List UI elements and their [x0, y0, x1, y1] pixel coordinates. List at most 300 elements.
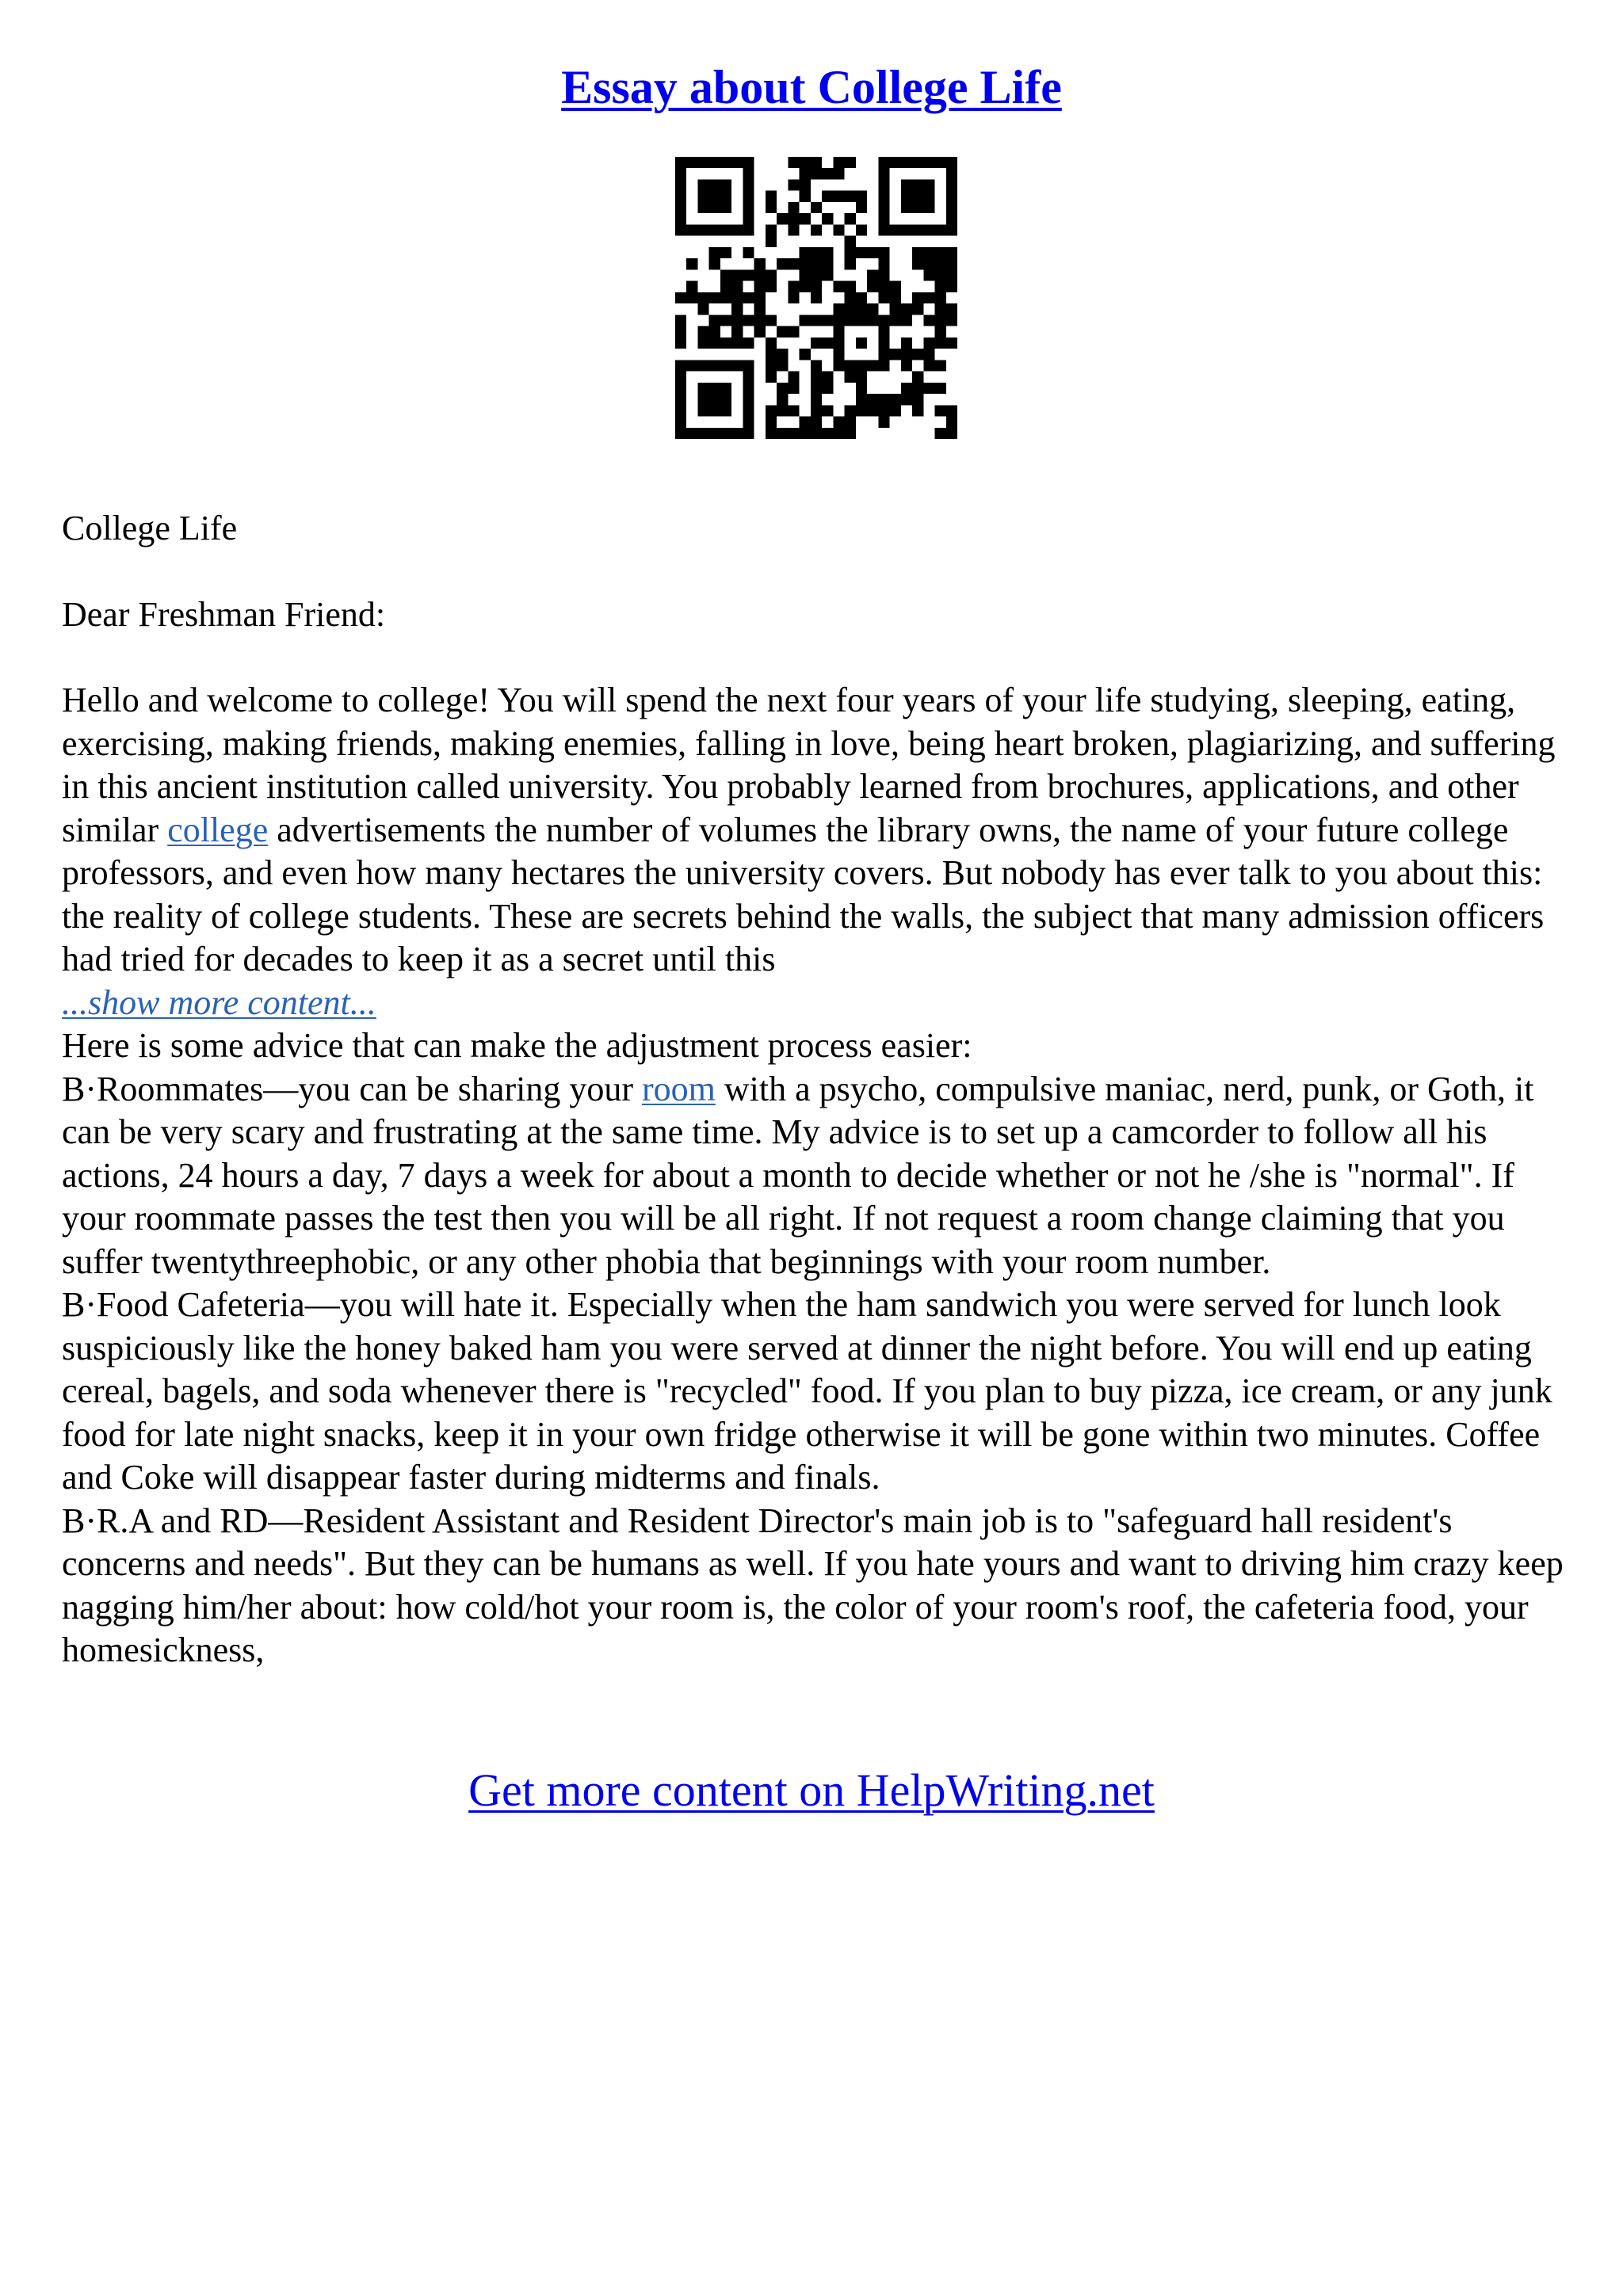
qr-module: [675, 168, 686, 179]
qr-module: [811, 224, 822, 235]
qr-module: [923, 258, 934, 269]
qr-module: [709, 338, 720, 349]
qr-module: [946, 428, 957, 439]
qr-module: [731, 157, 743, 168]
qr-module: [946, 315, 957, 326]
qr-module: [720, 224, 731, 235]
qr-module: [811, 315, 822, 326]
qr-module: [720, 383, 731, 394]
qr-module: [856, 338, 867, 349]
qr-module: [800, 269, 811, 280]
qr-module: [867, 281, 878, 292]
qr-module: [697, 360, 708, 371]
qr-module: [946, 157, 957, 168]
qr-module: [697, 303, 708, 315]
qr-module: [912, 224, 923, 235]
qr-module: [788, 292, 799, 303]
qr-module: [811, 157, 822, 168]
qr-module: [709, 292, 720, 303]
show-more-line: [62, 982, 1568, 1025]
qr-module: [923, 292, 934, 303]
qr-module: [811, 258, 822, 269]
qr-module: [822, 315, 833, 326]
qr-module: [777, 213, 788, 224]
qr-module: [946, 281, 957, 292]
qr-module: [811, 281, 822, 292]
qr-module: [743, 269, 754, 280]
qr-module: [935, 247, 946, 258]
qr-module: [766, 349, 777, 360]
qr-module: [856, 394, 867, 405]
qr-module: [867, 360, 878, 371]
qr-module: [867, 247, 878, 258]
qr-module: [675, 179, 686, 190]
qr-module: [912, 349, 923, 360]
qr-module: [878, 269, 889, 280]
qr-module: [935, 405, 946, 416]
qr-module: [788, 258, 799, 269]
qr-module: [697, 157, 708, 168]
qr-module: [811, 247, 822, 258]
qr-module: [912, 303, 923, 315]
qr-module: [923, 202, 934, 213]
qr-module: [845, 428, 856, 439]
qr-module: [878, 338, 889, 349]
qr-module: [777, 394, 788, 405]
qr-module: [731, 303, 743, 315]
qr-module: [912, 292, 923, 303]
qr-module: [743, 157, 754, 168]
qr-module: [743, 383, 754, 394]
qr-module: [878, 179, 889, 190]
intro-text-part1: Hello and welcome to college! You will spend the next four years of your life studying, sleeping, eating, exercising, making friends, making enemies, falling in love, being heart broken, plagiarizing, and suffering in this ancient institution called university. You probably learned from brochures, applications, and other similar: [62, 681, 1556, 849]
qr-module: [777, 258, 788, 269]
qr-module: [912, 258, 923, 269]
qr-module: [697, 338, 708, 349]
qr-module: [675, 417, 686, 428]
qr-module: [822, 168, 833, 179]
qr-module: [675, 224, 686, 235]
qr-module: [935, 428, 946, 439]
qr-module: [878, 417, 889, 428]
salutation: Dear Freshman Friend:: [62, 594, 386, 634]
qr-module: [731, 269, 743, 280]
qr-module: [878, 191, 889, 202]
qr-module: [935, 157, 946, 168]
qr-module: [856, 202, 867, 213]
qr-module: [731, 224, 743, 235]
qr-module: [946, 338, 957, 349]
qr-module: [766, 360, 777, 371]
qr-code-icon: [675, 157, 957, 439]
qr-module: [923, 191, 934, 202]
qr-module: [822, 383, 833, 394]
qr-module: [743, 394, 754, 405]
college-link[interactable]: college: [167, 810, 269, 849]
intro-paragraph: [62, 679, 1568, 982]
qr-module: [845, 191, 856, 202]
qr-module: [675, 292, 686, 303]
qr-module: [822, 269, 833, 280]
qr-module: [766, 315, 777, 326]
qr-module: [766, 236, 777, 247]
intro-text-part2: advertisements the number of volumes the library owns, the name of your future college professors, and even how many hectares the university covers. But nobody has ever talk to you about this: the reality of college students. These are secrets behind the walls, the subject that many admission officers had tried for decades to keep it as a secret until this: [62, 810, 1545, 978]
qr-module: [800, 179, 811, 190]
qr-module: [912, 157, 923, 168]
qr-module: [878, 349, 889, 360]
qr-module: [697, 394, 708, 405]
qr-module: [754, 315, 766, 326]
qr-module: [923, 360, 934, 371]
qr-module: [912, 372, 923, 383]
qr-module: [878, 292, 889, 303]
qr-module: [856, 405, 867, 416]
qr-module: [811, 405, 822, 416]
qr-module: [833, 360, 844, 371]
title-link[interactable]: Essay about College Life: [561, 61, 1062, 113]
qr-module: [743, 224, 754, 235]
qr-module: [709, 428, 720, 439]
qr-module: [697, 326, 708, 338]
qr-module: [811, 292, 822, 303]
qr-module: [754, 281, 766, 292]
qr-module: [686, 224, 697, 235]
qr-module: [720, 157, 731, 168]
qr-module: [845, 213, 856, 224]
qr-module: [822, 213, 833, 224]
qr-module: [901, 394, 912, 405]
qr-module: [720, 179, 731, 190]
qr-module: [743, 372, 754, 383]
qr-module: [800, 168, 811, 179]
qr-module: [878, 315, 889, 326]
qr-module: [777, 428, 788, 439]
qr-module: [743, 405, 754, 416]
qr-module: [912, 179, 923, 190]
qr-module: [788, 326, 799, 338]
qr-module: [709, 202, 720, 213]
qr-module: [878, 202, 889, 213]
qr-module: [811, 428, 822, 439]
qr-module: [686, 428, 697, 439]
qr-module: [890, 292, 901, 303]
qr-module: [686, 360, 697, 371]
qr-module: [935, 258, 946, 269]
qr-module: [788, 372, 799, 383]
qr-module: [800, 428, 811, 439]
qr-module: [720, 269, 731, 280]
qr-module: [743, 360, 754, 371]
qr-module: [878, 247, 889, 258]
qr-module: [686, 281, 697, 292]
advice-intro: Here is some advice that can make the adjustment process easier:: [62, 1026, 972, 1065]
qr-module: [923, 338, 934, 349]
qr-module: [856, 360, 867, 371]
qr-module: [754, 269, 766, 280]
qr-module: [697, 202, 708, 213]
qr-module: [811, 372, 822, 383]
qr-module: [912, 383, 923, 394]
qr-module: [946, 417, 957, 428]
qr-module: [811, 269, 822, 280]
qr-module: [867, 394, 878, 405]
qr-module: [935, 383, 946, 394]
qr-module: [697, 179, 708, 190]
qr-module: [675, 372, 686, 383]
qr-module: [923, 269, 934, 280]
qr-module: [935, 315, 946, 326]
ra-rd-paragraph: B·R.A and RD—Resident Assistant and Resident Director's main job is to "safeguard hall resident's concerns and needs". But they can be humans as well. If you hate yours and want to driving him crazy keep nagging him/her about: how cold/hot your room is, the color of your room's roof, the cafeteria food, your homesickness,: [62, 1501, 1564, 1669]
qr-module: [720, 360, 731, 371]
qr-module: [675, 405, 686, 416]
qr-module: [845, 360, 856, 371]
qr-module: [709, 315, 720, 326]
qr-module: [890, 394, 901, 405]
qr-module: [720, 281, 731, 292]
qr-module: [833, 417, 844, 428]
qr-module: [720, 191, 731, 202]
document-title: [0, 55, 1623, 119]
qr-module: [675, 315, 686, 326]
qr-module: [946, 303, 957, 315]
qr-module: [856, 191, 867, 202]
qr-module: [675, 326, 686, 338]
qr-module: [811, 383, 822, 394]
qr-module: [822, 258, 833, 269]
qr-module: [731, 428, 743, 439]
qr-module: [675, 202, 686, 213]
qr-module: [788, 224, 799, 235]
qr-module: [811, 168, 822, 179]
qr-module: [845, 303, 856, 315]
qr-module: [833, 224, 844, 235]
qr-module: [811, 394, 822, 405]
qr-module: [878, 168, 889, 179]
qr-module: [709, 157, 720, 168]
roommates-paragraph: [62, 1068, 1568, 1284]
qr-module: [833, 191, 844, 202]
qr-module: [867, 269, 878, 280]
qr-module: [935, 326, 946, 338]
qr-module: [675, 338, 686, 349]
qr-module: [923, 157, 934, 168]
qr-module: [901, 202, 912, 213]
qr-module: [845, 315, 856, 326]
qr-module: [788, 405, 799, 416]
qr-module: [720, 428, 731, 439]
qr-module: [856, 303, 867, 315]
qr-module: [675, 394, 686, 405]
qr-module: [675, 191, 686, 202]
qr-module: [946, 269, 957, 280]
qr-module: [788, 213, 799, 224]
qr-module: [845, 247, 856, 258]
qr-module: [878, 224, 889, 235]
qr-module: [766, 202, 777, 213]
qr-module: [777, 383, 788, 394]
qr-module: [935, 281, 946, 292]
qr-module: [720, 405, 731, 416]
qr-module: [923, 383, 934, 394]
qr-module: [686, 157, 697, 168]
qr-module: [709, 405, 720, 416]
qr-module: [800, 157, 811, 168]
qr-module: [935, 224, 946, 235]
qr-module: [935, 338, 946, 349]
show-more-link[interactable]: ...show more content...: [62, 982, 376, 1022]
qr-module: [697, 405, 708, 416]
qr-module: [709, 394, 720, 405]
qr-module: [856, 247, 867, 258]
qr-module: [833, 168, 844, 179]
qr-module: [788, 281, 799, 292]
qr-module: [890, 405, 901, 416]
qr-module: [946, 258, 957, 269]
qr-module: [845, 417, 856, 428]
qr-module: [788, 179, 799, 190]
qr-module: [743, 202, 754, 213]
qr-module: [675, 213, 686, 224]
qr-module: [912, 191, 923, 202]
qr-module: [833, 349, 844, 360]
qr-module: [833, 157, 844, 168]
qr-module: [766, 428, 777, 439]
qr-module: [845, 281, 856, 292]
qr-module: [800, 258, 811, 269]
essay-heading: College Life: [62, 509, 238, 547]
qr-module: [833, 428, 844, 439]
qr-module: [833, 281, 844, 292]
qr-module: [833, 338, 844, 349]
qr-module: [946, 202, 957, 213]
qr-module: [856, 372, 867, 383]
qr-module: [743, 213, 754, 224]
qr-module: [912, 247, 923, 258]
qr-module: [923, 179, 934, 190]
qr-module: [923, 315, 934, 326]
qr-module: [777, 360, 788, 371]
essay-body: [62, 507, 1568, 1672]
qr-module: [743, 417, 754, 428]
qr-module: [856, 292, 867, 303]
qr-module: [788, 383, 799, 394]
qr-module: [743, 247, 754, 258]
qr-module: [901, 303, 912, 315]
qr-module: [946, 191, 957, 202]
qr-module: [743, 315, 754, 326]
qr-module: [946, 213, 957, 224]
qr-module: [878, 281, 889, 292]
qr-module: [800, 417, 811, 428]
qr-module: [901, 315, 912, 326]
qr-module: [754, 258, 766, 269]
qr-module: [800, 315, 811, 326]
qr-module: [766, 405, 777, 416]
qr-module: [867, 315, 878, 326]
qr-module: [811, 417, 822, 428]
qr-module: [901, 224, 912, 235]
qr-module: [800, 213, 811, 224]
qr-module: [743, 428, 754, 439]
qr-module: [709, 258, 720, 269]
qr-module: [731, 326, 743, 338]
qr-module: [946, 224, 957, 235]
qr-module: [856, 315, 867, 326]
qr-module: [743, 168, 754, 179]
qr-module: [935, 360, 946, 371]
qr-module: [697, 191, 708, 202]
qr-module: [946, 405, 957, 416]
qr-module: [675, 383, 686, 394]
qr-module: [822, 428, 833, 439]
qr-module: [856, 383, 867, 394]
qr-module: [822, 247, 833, 258]
qr-module: [923, 247, 934, 258]
qr-module: [901, 157, 912, 168]
qr-module: [766, 269, 777, 280]
qr-module: [890, 281, 901, 292]
footer-link[interactable]: Get more content on HelpWriting.net: [468, 1764, 1155, 1816]
qr-module: [811, 338, 822, 349]
qr-module: [890, 303, 901, 315]
room-link[interactable]: room: [641, 1069, 716, 1108]
qr-module: [720, 202, 731, 213]
qr-module: [788, 202, 799, 213]
qr-module: [845, 292, 856, 303]
roommates-text-part1: B·Roommates—you can be sharing your: [62, 1069, 642, 1108]
qr-module: [878, 258, 889, 269]
qr-module: [709, 326, 720, 338]
qr-module: [777, 405, 788, 416]
qr-module: [901, 349, 912, 360]
qr-module: [731, 281, 743, 292]
qr-module: [923, 224, 934, 235]
qr-module: [822, 191, 833, 202]
food-paragraph: B·Food Cafeteria—you will hate it. Especially when the ham sandwich you were served for lunch look suspiciously like the honey baked ham you were served at dinner the night before. You will end up eating cereal, bagels, and soda whenever there is "recycled" food. If you plan to buy pizza, ice cream, or any junk food for late night snacks, keep it in your own fridge otherwise it will be gone within two minutes. Coffee and Coke will disappear faster during midterms and finals.: [62, 1285, 1552, 1497]
qr-module: [743, 191, 754, 202]
qr-module: [912, 202, 923, 213]
qr-module: [946, 168, 957, 179]
qr-module: [878, 326, 889, 338]
qr-module: [743, 292, 754, 303]
qr-module: [754, 326, 766, 338]
qr-module: [766, 281, 777, 292]
qr-module: [754, 292, 766, 303]
qr-module: [720, 292, 731, 303]
qr-module: [675, 428, 686, 439]
qr-module: [788, 157, 799, 168]
qr-module: [731, 338, 743, 349]
qr-module: [709, 191, 720, 202]
qr-module: [731, 360, 743, 371]
qr-module: [709, 224, 720, 235]
qr-module: [901, 179, 912, 190]
qr-module: [788, 428, 799, 439]
qr-module: [800, 349, 811, 360]
qr-module: [731, 292, 743, 303]
qr-module: [697, 383, 708, 394]
qr-module: [811, 360, 822, 371]
qr-module: [845, 157, 856, 168]
roommates-text-part2: with a psycho, compulsive maniac, nerd, punk, or Goth, it can be very scary and frustrating at the same time. My advice is to set up a camcorder to follow all his actions, 24 hours a day, 7 days a week for about a month to decide whether or not he /she is "normal". If your roommate passes the test then you will be all right. If not request a room change claiming that you suffer twentythreephobic, or any other phobia that beginnings with your room number.: [62, 1069, 1534, 1281]
qr-module: [867, 303, 878, 315]
qr-module: [833, 315, 844, 326]
qr-module: [912, 405, 923, 416]
qr-module: [878, 394, 889, 405]
qr-module: [766, 372, 777, 383]
qr-module: [720, 315, 731, 326]
qr-module: [890, 224, 901, 235]
